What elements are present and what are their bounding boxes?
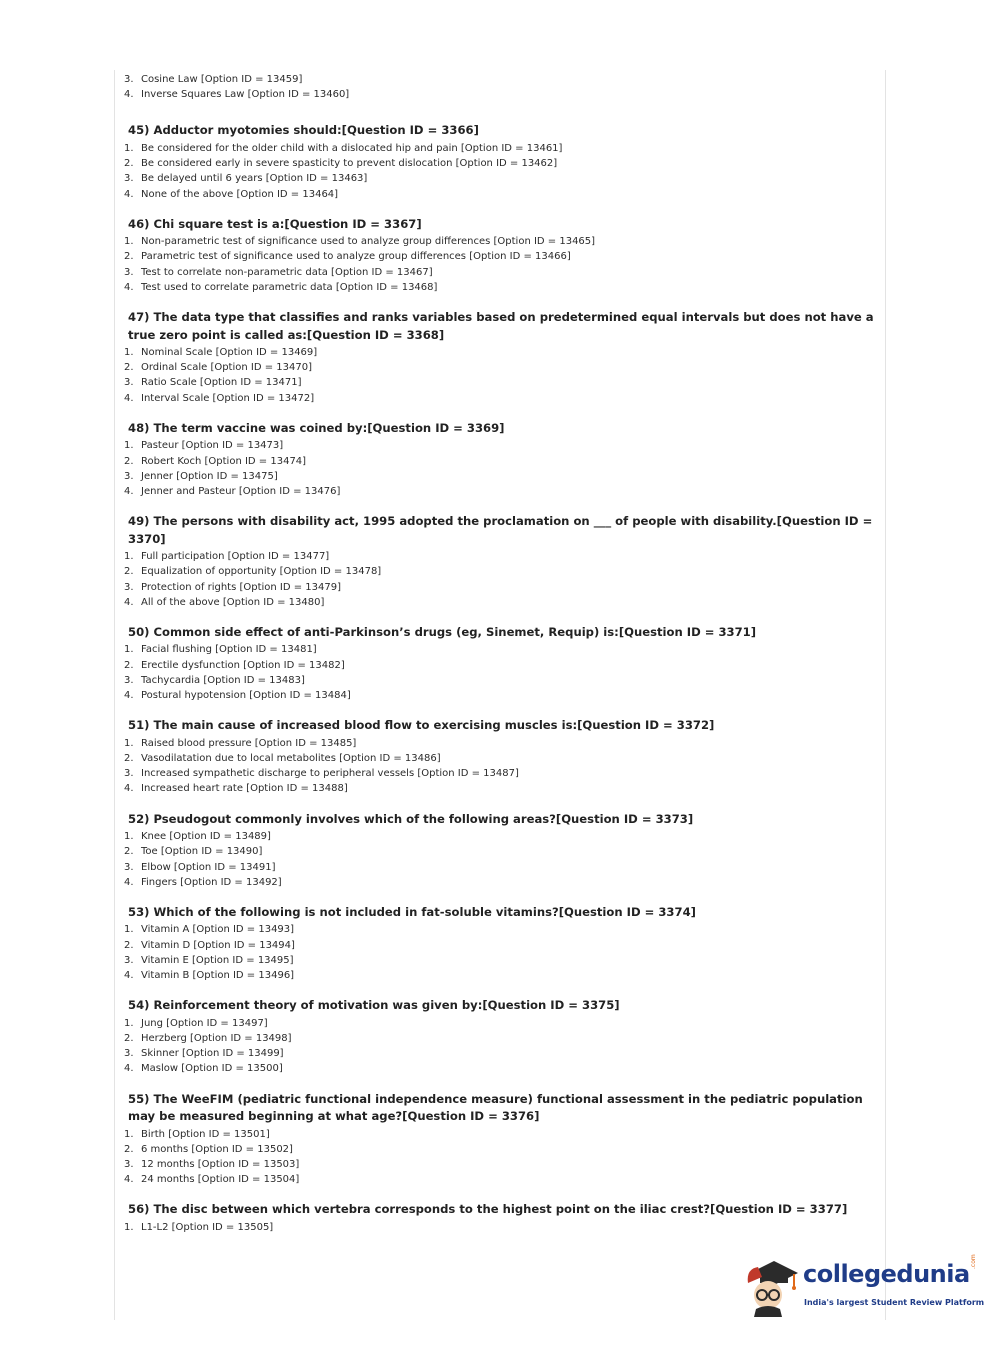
option-item [124, 595, 874, 610]
option-text: Vitamin A [Option ID = 13493] [141, 924, 295, 936]
option-number: 3. [124, 1048, 134, 1060]
option-number: 1. [124, 737, 134, 749]
option-item: 3. Cosine Law [Option ID = 13459] [124, 74, 303, 85]
option-item [124, 1172, 874, 1187]
option-number: 4. [124, 281, 134, 293]
option-item [124, 469, 874, 484]
option-number: 3. [124, 377, 134, 389]
question-block [124, 1201, 874, 1235]
option-text: None of the above [Option ID = 13464] [141, 188, 339, 200]
option-text: Vitamin E [Option ID = 13495] [141, 954, 294, 966]
brand-tagline: India's largest Student Review Platform [804, 1298, 985, 1307]
option-number: 4. [124, 876, 134, 888]
option-text: Skinner [Option ID = 13499] [141, 1048, 284, 1060]
question-block [124, 420, 874, 499]
option-item [124, 1061, 874, 1076]
option-text: Increased heart rate [Option ID = 13488] [141, 783, 348, 795]
option-item [124, 187, 874, 202]
option-number: 2. [124, 455, 134, 467]
collegedunia-logo [742, 1253, 985, 1319]
question-block [124, 904, 874, 983]
option-item [124, 265, 874, 280]
option-number: 1. [124, 924, 134, 936]
option-item [124, 360, 874, 375]
option-number: 4. [124, 485, 134, 497]
option-text: Erectile dysfunction [Option ID = 13482] [141, 659, 345, 671]
question-block [124, 216, 874, 295]
option-number: 4. [124, 596, 134, 608]
option-text: Toe [Option ID = 13490] [141, 846, 263, 858]
option-text: Vitamin D [Option ID = 13494] [141, 939, 295, 951]
question-block [124, 122, 874, 201]
option-item [124, 938, 874, 953]
option-text: Elbow [Option ID = 13491] [141, 861, 276, 873]
option-text: Protection of rights [Option ID = 13479] [141, 581, 342, 593]
option-number: 4. [124, 1174, 134, 1186]
question-block [124, 513, 874, 610]
option-item [124, 345, 874, 360]
option-item [124, 736, 874, 751]
option-item [124, 1016, 874, 1031]
option-text: Ordinal Scale [Option ID = 13470] [141, 362, 312, 374]
option-text: Be considered for the older child with a dislocated hip and pain [Option ID = 13461] [141, 142, 563, 154]
option-item [124, 1142, 874, 1157]
option-text: 6 months [Option ID = 13502] [141, 1143, 293, 1155]
option-item [124, 1031, 874, 1046]
option-item [124, 564, 874, 579]
option-item [124, 375, 874, 390]
option-item [124, 658, 874, 673]
option-text: Raised blood pressure [Option ID = 13485] [141, 737, 357, 749]
option-text: Vitamin B [Option ID = 13496] [141, 970, 295, 982]
option-number: 1. [124, 644, 134, 656]
option-item [124, 280, 874, 295]
option-item [124, 454, 874, 469]
option-text: Interval Scale [Option ID = 13472] [141, 392, 315, 404]
option-text: Non-parametric test of significance used to analyze group differences [Option ID = 13465] [141, 236, 596, 248]
option-text: Facial flushing [Option ID = 13481] [141, 644, 317, 656]
question-title: 54) Reinforcement theory of motivation was given by:[Question ID = 3375] [128, 998, 620, 1013]
question-title: 45) Adductor myotomies should:[Question ID = 3366] [128, 123, 479, 138]
option-number: 4. [124, 783, 134, 795]
option-item [124, 922, 874, 937]
option-number: 2. [124, 362, 134, 374]
option-item [124, 580, 874, 595]
option-item [124, 875, 874, 890]
question-paper [124, 72, 874, 1235]
option-text: Maslow [Option ID = 13500] [141, 1063, 283, 1075]
question-title: 56) The disc between which vertebra corresponds to the highest point on the iliac crest?[Question ID = 3377] [128, 1202, 848, 1217]
option-item [124, 860, 874, 875]
option-text: Fingers [Option ID = 13492] [141, 876, 282, 888]
option-text: Herzberg [Option ID = 13498] [141, 1032, 292, 1044]
question-title: 53) Which of the following is not included in fat-soluble vitamins?[Question ID = 3374] [128, 904, 696, 919]
option-item [124, 829, 874, 844]
option-text: Pasteur [Option ID = 13473] [141, 440, 284, 452]
option-item [124, 171, 874, 186]
option-text: 24 months [Option ID = 13504] [141, 1174, 300, 1186]
option-item [124, 968, 874, 983]
option-number: 1. [124, 440, 134, 452]
option-number: 3. [124, 954, 134, 966]
option-number: 4. [124, 1063, 134, 1075]
option-number: 3. [124, 173, 134, 185]
option-number: 2. [124, 251, 134, 263]
brand-dotcom: .com [970, 1254, 977, 1269]
question-title: 47) The data type that classifies and ranks variables based on predetermined equal intervals but does not have a true zero point is called as:[Question ID = 3368] [128, 310, 874, 342]
option-text: Robert Koch [Option ID = 13474] [141, 455, 307, 467]
option-item [124, 438, 874, 453]
option-text: Jung [Option ID = 13497] [141, 1017, 268, 1029]
option-item [124, 1220, 874, 1235]
option-text: Ratio Scale [Option ID = 13471] [141, 377, 302, 389]
question-block [124, 1091, 874, 1188]
option-item: 4. Inverse Squares Law [Option ID = 13460] [124, 89, 350, 101]
option-text: Vasodilatation due to local metabolites [Option ID = 13486] [141, 752, 441, 764]
option-item [124, 249, 874, 264]
option-number: 4. [124, 188, 134, 200]
question-title: 46) Chi square test is a:[Question ID = 3367] [128, 216, 422, 231]
question-block [124, 997, 874, 1076]
question-block [124, 717, 874, 796]
option-text: Full participation [Option ID = 13477] [141, 551, 330, 563]
option-number: 1. [124, 831, 134, 843]
question-list [124, 122, 874, 1235]
option-number: 1. [124, 1128, 134, 1140]
option-number: 2. [124, 158, 134, 170]
option-text: Birth [Option ID = 13501] [141, 1128, 270, 1140]
option-item [124, 1157, 874, 1172]
question-title: 50) Common side effect of anti-Parkinson’s drugs (eg, Sinemet, Requip) is:[Question ID = 3371] [128, 624, 757, 639]
question-title: 51) The main cause of increased blood flow to exercising muscles is:[Question ID = 3372] [128, 718, 715, 733]
option-number: 1. [124, 142, 134, 154]
question-block [124, 624, 874, 703]
option-text: 12 months [Option ID = 13503] [141, 1158, 300, 1170]
option-number: 1. [124, 1221, 134, 1233]
option-text: Test to correlate non-parametric data [Option ID = 13467] [141, 266, 433, 278]
option-number: 3. [124, 861, 134, 873]
option-item [124, 844, 874, 859]
option-number: 1. [124, 551, 134, 563]
option-text: Increased sympathetic discharge to peripheral vessels [Option ID = 13487] [141, 768, 519, 780]
option-number: 4. [124, 690, 134, 702]
option-text: Jenner and Pasteur [Option ID = 13476] [141, 485, 341, 497]
option-item [124, 1127, 874, 1142]
option-item [124, 766, 874, 781]
option-number: 2. [124, 752, 134, 764]
mascot-icon [742, 1253, 802, 1317]
question-title: 48) The term vaccine was coined by:[Question ID = 3369] [128, 420, 505, 435]
option-number: 2. [124, 1032, 134, 1044]
option-item [124, 781, 874, 796]
option-text: Nominal Scale [Option ID = 13469] [141, 347, 318, 359]
option-text: Test used to correlate parametric data [Option ID = 13468] [141, 281, 438, 293]
option-item [124, 549, 874, 564]
option-text: Tachycardia [Option ID = 13483] [141, 674, 305, 686]
option-item [124, 673, 874, 688]
option-number: 3. [124, 1158, 134, 1170]
option-text: Be considered early in severe spasticity to prevent dislocation [Option ID = 13462] [141, 158, 558, 170]
question-title: 52) Pseudogout commonly involves which of the following areas?[Question ID = 3373] [128, 811, 694, 826]
option-item [124, 484, 874, 499]
option-number: 2. [124, 566, 134, 578]
option-number: 3. [124, 768, 134, 780]
option-text: Jenner [Option ID = 13475] [141, 470, 278, 482]
brand-name: collegedunia [803, 1260, 970, 1288]
option-text: All of the above [Option ID = 13480] [141, 596, 325, 608]
option-item [124, 751, 874, 766]
option-number: 3. [124, 581, 134, 593]
option-text: Be delayed until 6 years [Option ID = 13463] [141, 173, 368, 185]
option-number: 2. [124, 1143, 134, 1155]
option-number: 1. [124, 347, 134, 359]
option-text: Knee [Option ID = 13489] [141, 831, 271, 843]
option-number: 2. [124, 939, 134, 951]
option-text: L1-L2 [Option ID = 13505] [141, 1221, 274, 1233]
option-item [124, 391, 874, 406]
option-text: Parametric test of significance used to analyze group differences [Option ID = 13466] [141, 251, 571, 263]
option-number: 2. [124, 659, 134, 671]
option-number: 2. [124, 846, 134, 858]
option-text: Postural hypotension [Option ID = 13484] [141, 690, 351, 702]
option-item [124, 688, 874, 703]
question-block [124, 811, 874, 890]
option-item [124, 642, 874, 657]
question-block [124, 309, 874, 406]
option-item [124, 234, 874, 249]
option-number: 1. [124, 236, 134, 248]
option-item [124, 953, 874, 968]
option-text: Equalization of opportunity [Option ID = 13478] [141, 566, 382, 578]
option-number: 4. [124, 970, 134, 982]
question-title: 55) The WeeFIM (pediatric functional independence measure) functional assessment in the pediatric population may be measured beginning at what age?[Question ID = 3376] [128, 1091, 863, 1124]
option-item [124, 156, 874, 171]
option-number: 3. [124, 674, 134, 686]
option-number: 1. [124, 1017, 134, 1029]
option-item [124, 1046, 874, 1061]
option-item [124, 141, 874, 156]
leading-options [124, 72, 874, 102]
option-number: 3. [124, 266, 134, 278]
question-title: 49) The persons with disability act, 1995 adopted the proclamation on ___ of people with disability.[Question ID = 3370] [128, 514, 873, 546]
option-number: 3. [124, 470, 134, 482]
option-number: 4. [124, 392, 134, 404]
